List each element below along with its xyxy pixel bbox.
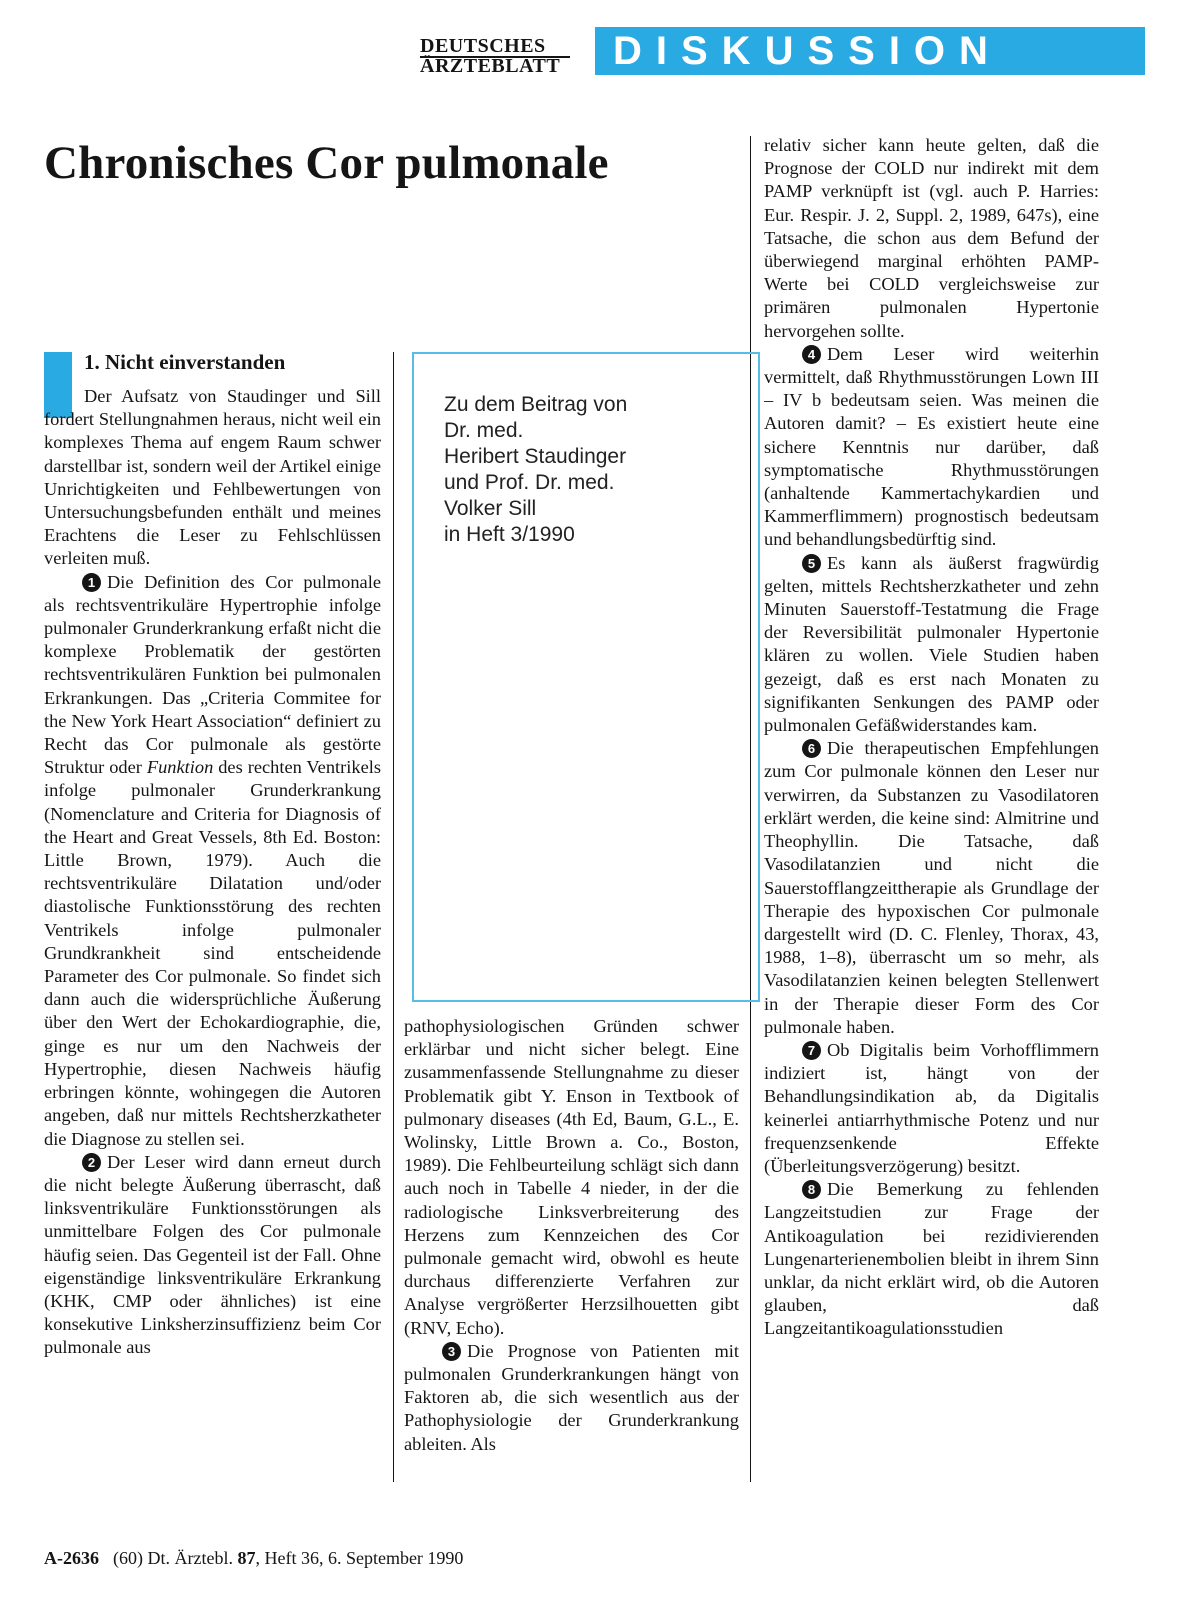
column-2-text [404,1015,739,1456]
intro-paragraph: Der Aufsatz von Staudinger und Sill fordert Stellungnahmen heraus, nicht weil ein komplexes Thema auf engem Raum schwer darstellbar ist, sondern weil der Artikel einige Unrichtigkeiten und Fehlbewertungen von Untersuchungsbefunden enthält und meines Erachtens die Leser zu Fehlschlüssen verleiten muß. [44,386,381,569]
point-7-paragraph [764,1039,1099,1178]
reference-box-text [444,392,744,548]
column-1-text [44,385,381,1360]
point-2-paragraph [44,1151,381,1360]
citation-prefix: (60) Dt. Ärztebl. [113,1548,233,1568]
point-8-paragraph [764,1178,1099,1340]
volume-number: 87 [237,1548,256,1568]
column-rule-left [393,352,394,1482]
point-7-number: 7 [802,1041,821,1060]
point-3-paragraph [404,1340,739,1456]
reference-line-6: in Heft 3/1990 [444,523,575,546]
point-4-text: Dem Leser wird weiterhin vermittelt, daß Rhythmusstörungen Lown III – IV b bedeutsam seien. Was meinen die Autoren damit? – Es existiert heute eine sichere Kenntnis nur darüber, daß symptomatische Rhythmusstörungen (anhaltende Kammertachykardien und Kammerflimmern) prognostisch bedeutsam und behandlungsbedürftig sind. [764,343,1099,550]
masthead-line-1: DEUTSCHES [420,38,570,58]
subheading: 1. Nicht einverstanden [84,350,286,374]
point-6-number: 6 [802,739,821,758]
column-3-continuation: relativ sicher kann heute gelten, daß die Prognose der COLD nur indirekt mit dem PAMP verknüpft ist (vgl. auch P. Harries: Eur. Respir. J. 2, Suppl. 2, 1989, 647s), eine Tatsache, die schon aus dem Befund der überwiegend marginal erhöhten PAMP-Werte bei COLD vergleichsweise zur primären pulmonalen Hypertonie hervorgehen sollte. [764,135,1099,341]
reference-line-4: und Prof. Dr. med. [444,471,615,494]
point-2-text: Der Leser wird dann erneut durch die nicht belegte Äußerung überrascht, daß linksventrikuläre Funktionsstörungen als unmittelbare Folgen des Cor pulmonale häufig seien. Das Gegenteil ist der Fall. Ohne eigenständige linksventrikuläre Erkrankung (KHK, CMP oder ähnliches) ist eine konsekutive Linksherzinsuffizienz beim Cor pulmonale aus [44,1151,381,1358]
reference-line-1: Zu dem Beitrag von [444,393,628,416]
point-3-number: 3 [442,1342,461,1361]
point-6-text: Die therapeutischen Empfehlungen zum Cor pulmonale können den Leser nur verwirren, da Substanzen zu Vasodilatoren erklärt werden, die keine sind: Almitrine und Theophyllin. Die Tatsache, daß Vasodilatanzien und nicht die Sauerstofflangzeittherapie als Grundlage der Therapie des hypoxischen Cor pulmonale dargestellt wird (D. C. Flenley, Thorax, 43, 1988, 1–8), überrascht um so mehr, als Vasodilatanzien keinen belegten Stellenwert in der Therapie dieser Form des Cor pulmonale haben. [764,738,1099,1037]
point-4-number: 4 [802,345,821,364]
page-footer [44,1548,463,1569]
journal-masthead [420,35,570,77]
point-1-text-b: des rechten Ventrikels infolge pulmonaler Grunderkrankung (Nomenclature and Criteria for Diagnosis of the Heart and Great Vessels, 8th Ed. Boston: Little Brown, 1979). Auch die rechtsventrikuläre Dilatation und/oder diastolische Funktionsstörung des rechten Ventrikels infolge pulmonaler Grundkrankheit sind entscheidende Parameter des Cor pulmonale. So findet sich dann auch die widersprüchliche Äußerung über den Wert der Echokardiographie, die, ginge es nur um den Nachweis der Hypertrophie, diesen Nachweis häufig erbringen könnte, wohingegen die Autoren angeben, daß nur mittels Rechtsherzkatheter die Diagnose zu stellen sei. [44,757,381,1149]
point-6-paragraph [764,737,1099,1039]
reference-box [412,352,760,1002]
point-2-number: 2 [82,1153,101,1172]
point-5-text: Es kann als äußerst fragwürdig gelten, mittels Rechtsherzkatheter und zehn Minuten Sauerstoff-Testatmung die Frage der Reversibilität pulmonaler Hypertonie klären zu wollen. Viele Studien haben gezeigt, daß es erst nach Monaten zu signifikanten Senkungen des PAMP oder pulmonalen Gefäßwiderstandes kam. [764,552,1099,736]
section-banner: DISKUSSION [595,27,1145,75]
point-4-paragraph [764,343,1099,552]
column-2-continuation: pathophysiologischen Gründen schwer erklärbar und nicht sicher belegt. Eine zusammenfassende Stellungnahme zu dieser Problematik gibt Y. Enson in Textbook of pulmonary diseases (4th Ed, Baum, G.L., E. Wolinsky, Little Brown a. Co., Boston, 1989). Die Fehlbeurteilung schlägt sich dann auch noch in Tabelle 4 nieder, in der die radiologische Linksverbreiterung des Herzens zum Kennzeichen des Cor pulmonale gemacht wird, obwohl es heute durchaus differenzierte Verfahren zur Analyse vergrößerter Herzsilhouetten gibt (RNV, Echo). [404,1016,739,1338]
point-5-paragraph [764,552,1099,738]
point-5-number: 5 [802,554,821,573]
point-8-number: 8 [802,1180,821,1199]
article-title: Chronisches Cor pulmonale [44,137,609,189]
point-1-text-a: Die Definition des Cor pulmonale als rechtsventrikuläre Hypertrophie infolge pulmonaler Grunderkrankung erfaßt nicht die komplexe Problematik der gestörten rechtsventrikulären Funktion bei pulmonalen Erkrankungen. Das „Criteria Commitee for the New York Heart Association“ definiert zu Recht das Cor pulmonale als gestörte Struktur oder [44,571,381,778]
point-1-paragraph [44,571,381,1151]
point-1-emphasis: Funktion [146,757,214,778]
citation-suffix: , Heft 36, 6. September 1990 [255,1548,464,1568]
masthead-line-2: ÄRZTEBLATT [420,55,561,77]
reference-line-3: Heribert Staudinger [444,445,627,468]
point-7-text: Ob Digitalis beim Vorhofflimmern indiziert ist, hängt von der Behandlungsindikation ab, da Digitalis keinerlei antiarrhythmische Potenz und nur frequenzsenkende Effekte (Überleitungsverzögerung) besitzt. [764,1039,1099,1176]
point-3-text: Die Prognose von Patienten mit pulmonalen Grunderkrankungen hängt von Faktoren ab, die sich wesentlich aus der Pathophysiologie der Grunderkrankung ableiten. Als [404,1340,739,1454]
page-code: A-2636 [44,1548,99,1568]
point-8-text: Die Bemerkung zu fehlenden Langzeitstudien zur Frage der Antikoagulation bei rezidivierenden Lungenarterienembolien bleibt in ihrem Sinn unklar, da nicht erklärt wird, ob die Autoren glauben, daß Langzeitantikoagulationsstudien [764,1179,1099,1339]
point-1-number: 1 [82,573,101,592]
reference-line-2: Dr. med. [444,419,524,442]
column-3-text [764,134,1099,1341]
reference-line-5: Volker Sill [444,497,537,520]
